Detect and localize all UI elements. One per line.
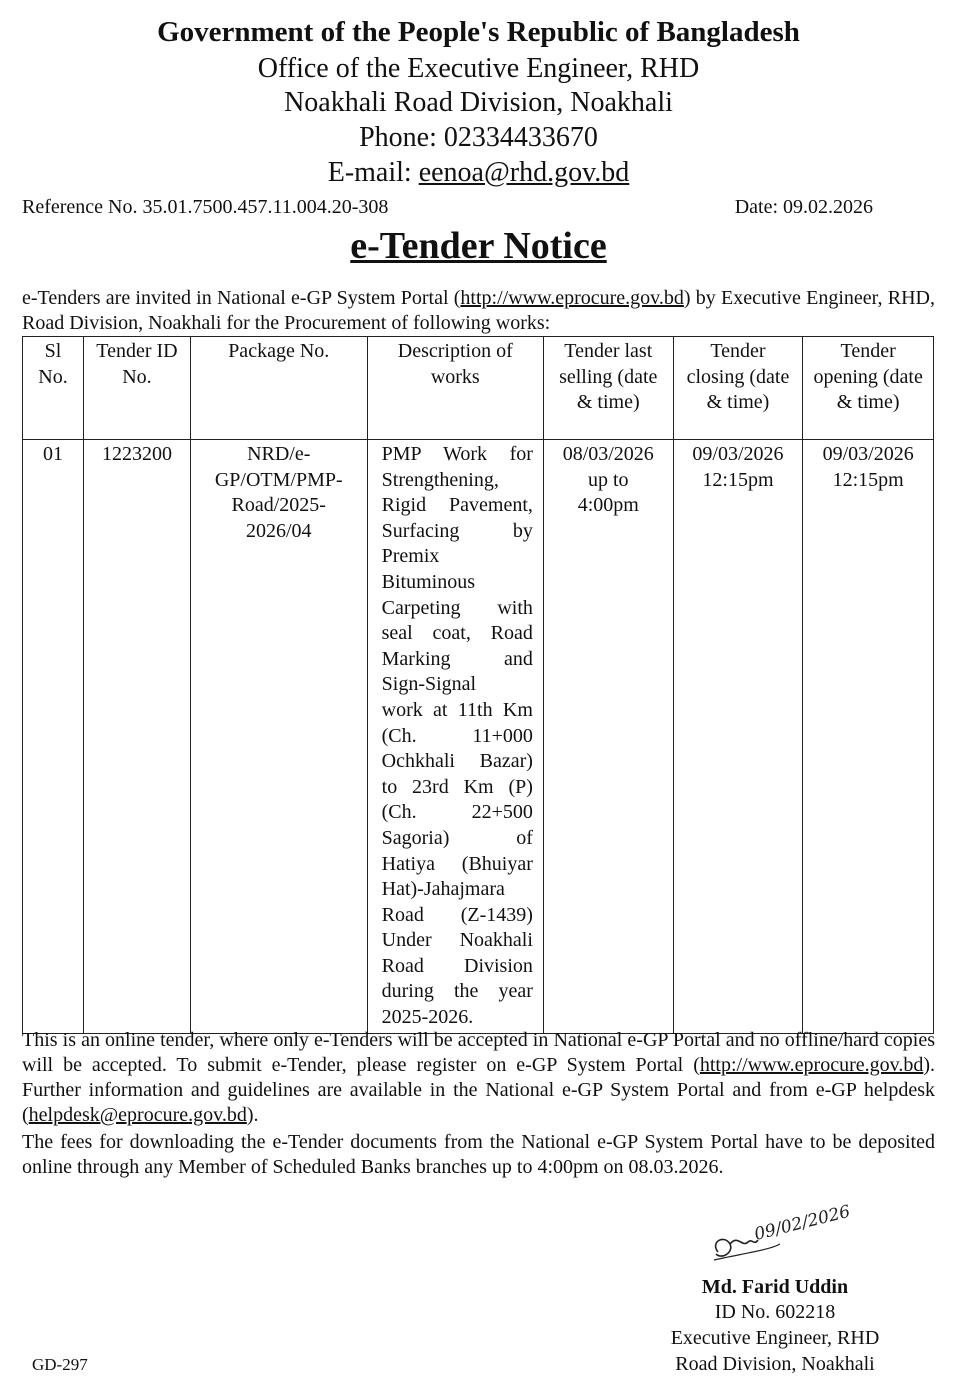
description-line: Sagoria) of	[381, 826, 533, 849]
col-tender-id: Tender ID No.	[84, 337, 191, 440]
description-line: Marking and	[381, 647, 533, 670]
description-line: Hat)-Jahajmara	[381, 878, 505, 901]
cell-opening: 09/03/2026 12:15pm	[803, 440, 934, 1034]
government-heading: Government of the People's Republic of Bangladesh	[157, 16, 800, 48]
cell-tender-id: 1223200	[84, 440, 191, 1034]
description-line: Sign-Signal	[381, 673, 477, 696]
table-header-row	[23, 337, 934, 440]
signatory-office: Road Division, Noakhali	[675, 1353, 875, 1375]
description-line: Carpeting with	[381, 596, 533, 619]
description-line: Premix	[381, 545, 440, 568]
division-name: Noakhali Road Division, Noakhali	[284, 87, 673, 118]
eprocure-link-2[interactable]: http://www.eprocure.gov.bd	[699, 1054, 924, 1076]
office-name: Office of the Executive Engineer, RHD	[257, 53, 700, 84]
description-line: (Ch. 11+000	[381, 724, 533, 747]
description-line: Bituminous	[381, 570, 475, 593]
description-line: Strengthening,	[381, 468, 499, 491]
description-line: Under Noakhali	[381, 929, 533, 952]
reference-number: Reference No. 35.01.7500.457.11.004.20-308	[22, 196, 389, 218]
description-line: PMP Work for	[381, 443, 533, 465]
col-sl: Sl No.	[23, 337, 84, 440]
signature-image	[700, 1201, 853, 1274]
description-line: Rigid Pavement,	[381, 494, 533, 517]
description-line: Surfacing by	[381, 519, 533, 542]
col-last-selling: Tender last selling (date & time)	[543, 337, 673, 440]
document-code: GD-297	[32, 1355, 88, 1374]
signature-date: 09/02/2026	[752, 1201, 853, 1245]
intro-paragraph: e-Tenders are invited in National e-GP System Portal (http://www.eprocure.gov.bd) by Executive Engineer, RHD, Road Division, Noakhali for the Procurement of following works:	[22, 287, 935, 334]
description-line: Road (Z-1439)	[381, 903, 533, 926]
col-opening: Tender opening (date & time)	[803, 337, 934, 440]
col-description: Description of works	[367, 337, 543, 440]
helpdesk-email-link[interactable]: helpdesk@eprocure.gov.bd	[28, 1104, 247, 1126]
signatory-designation: Executive Engineer, RHD	[670, 1327, 880, 1349]
description-line: during the year	[381, 980, 533, 1003]
cell-description	[367, 440, 543, 1034]
fees-paragraph: The fees for downloading the e-Tender documents from the National e-GP System Portal have to be deposited online through any Member of Scheduled Banks branches up to 4:00pm on 08.03.2026.	[22, 1131, 935, 1178]
cell-package: NRD/e-GP/OTM/PMP-Road/2025-2026/04	[190, 440, 367, 1034]
notice-date: Date: 09.02.2026	[734, 196, 873, 218]
online-tender-paragraph: This is an online tender, where only e-Tenders will be accepted in National e-GP Portal and no offline/hard copies will be accepted. To submit e-Tender, please register on e-GP System Portal (http://www.eprocure.gov.bd). Further information and guidelines are available in the National e-GP System Portal and from e-GP helpdesk (helpdesk@eprocure.gov.bd).	[22, 1029, 935, 1126]
col-closing: Tender closing (date & time)	[673, 337, 803, 440]
description-line: Road Division	[381, 954, 533, 977]
description-line: work at 11th Km	[381, 698, 533, 721]
email-line	[0, 159, 957, 187]
description-line: Ochkhali Bazar)	[381, 750, 533, 773]
cell-last-selling: 08/03/2026 up to 4:00pm	[543, 440, 673, 1034]
description-line: Hatiya (Bhuiyar	[381, 852, 533, 875]
phone-number: Phone: 02334433670	[359, 122, 598, 153]
description-line: 2025-2026.	[381, 1006, 474, 1029]
description-line: to 23rd Km (P)	[381, 775, 533, 798]
eprocure-link[interactable]: http://www.eprocure.gov.bd	[460, 287, 684, 309]
tender-table	[22, 336, 934, 1034]
signatory-id: ID No. 602218	[714, 1301, 836, 1323]
email-label: E-mail:	[327, 157, 419, 188]
signatory-name: Md. Farid Uddin	[701, 1276, 849, 1298]
description-line: (Ch. 22+500	[381, 801, 533, 824]
table-row	[23, 440, 934, 1034]
email-link[interactable]: eenoa@rhd.gov.bd	[418, 157, 630, 188]
cell-closing: 09/03/2026 12:15pm	[673, 440, 803, 1034]
description-line: seal coat, Road	[381, 622, 533, 645]
cell-sl: 01	[23, 440, 84, 1034]
col-package: Package No.	[190, 337, 367, 440]
notice-title: e-Tender Notice	[350, 225, 607, 267]
